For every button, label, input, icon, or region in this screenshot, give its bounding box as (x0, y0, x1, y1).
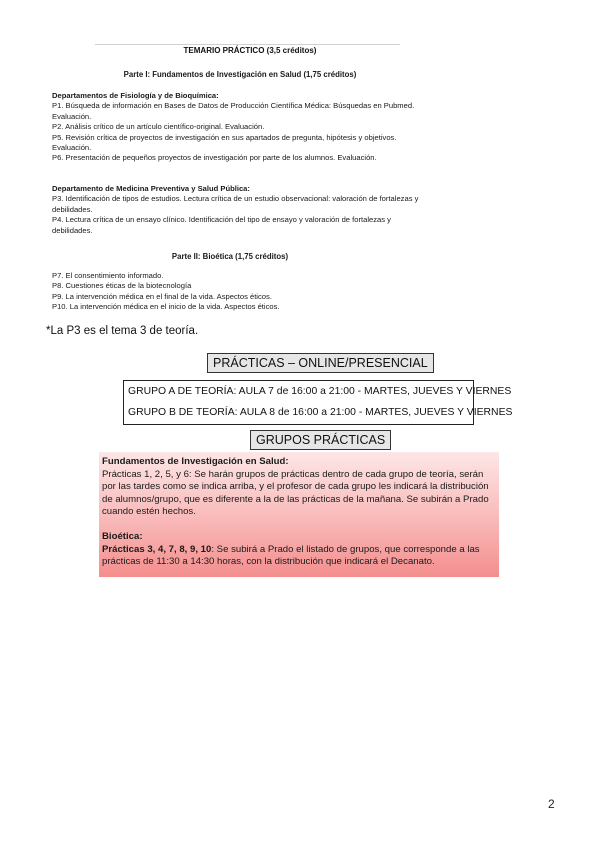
groups-schedule-box (123, 380, 513, 425)
practica-p9: P9. La intervención médica en el final de la vida. Aspectos éticos. (52, 291, 272, 301)
top-divider (95, 44, 400, 45)
practica-p5: P5. Revisión crítica de proyectos de investigación en sus apartados de pregunta, hipótesis y objetivos. Evaluación. (52, 132, 397, 153)
grupo-a-schedule: GRUPO A DE TEORÍA: AULA 7 de 16:00 a 21:00 - MARTES, JUEVES Y VIERNES (128, 386, 512, 397)
bio-lead: Prácticas 3, 4, 7, 8, 9, 10 (102, 543, 212, 555)
p3-note: *La P3 es el tema 3 de teoría. (46, 325, 199, 337)
dept-preventiva: Departamento de Medicina Preventiva y Salud Pública: (52, 184, 250, 193)
practica-p4: P4. Lectura crítica de un ensayo clínico. Identificación del tipo de ensayo y valoración de fortalezas y debilidades. (52, 215, 391, 235)
practica-p8: P8. Cuestiones éticas de la biotecnología (52, 281, 192, 291)
bio-paragraph (102, 544, 496, 569)
practice-groups-info (99, 452, 499, 577)
page-number: 2 (548, 797, 555, 811)
practica-p1: P1. Búsqueda de información en Bases de Datos de Producción Científica Médica: Búsquedas en Pubmed. Evaluación. (52, 101, 415, 121)
part2-title: Parte II: Bioética (1,75 créditos) (171, 252, 289, 261)
grupos-practicas-title: GRUPOS PRÁCTICAS (250, 430, 391, 450)
fis-heading: Fundamentos de Investigación en Salud: (102, 456, 289, 467)
part1-title: Parte I: Fundamentos de Investigación en Salud (1,75 créditos) (123, 70, 357, 79)
bio-heading: Bioética: (102, 530, 143, 542)
syllabus-section-2 (52, 184, 422, 236)
bio-text: : Se subirá a Prado el listado de grupos, que corresponde a las prácticas de 11:30 a 14:30 horas, con la distribución que indicará el Decanato. (102, 543, 480, 568)
fis-text: Prácticas 1, 2, 5, y 6: Se harán grupos de prácticas dentro de cada grupo de teoría, serán por las tardes como se indica arriba, y el profesor de cada grupo les indicará la distribución de alumnos/grupo, que es diferente a la de las prácticas de la mañana. Se subirán a Prado cuando estén hechos. (102, 468, 489, 518)
practicas-title: PRÁCTICAS – ONLINE/PRESENCIAL (207, 353, 434, 373)
grupo-b-schedule: GRUPO B DE TEORÍA: AULA 8 de 16:00 a 21:00 - MARTES, JUEVES Y VIERNES (128, 407, 513, 418)
practica-p2: P2. Análisis crítico de un artículo científico-original. Evaluación. (52, 122, 265, 132)
syllabus-title: TEMARIO PRÁCTICO (3,5 créditos) (183, 46, 317, 55)
dept-fisiologia: Departamentos de Fisiología y de Bioquímica: (52, 91, 219, 100)
syllabus-section-1 (52, 91, 422, 164)
syllabus-section-3 (52, 271, 422, 313)
practica-p3: P3. Identificación de tipos de estudios. Lectura crítica de un estudio observacional: valoración de fortalezas y debilidades. (52, 194, 419, 214)
practica-p10: P10. La intervención médica en el inicio de la vida. Aspectos éticos. (52, 302, 280, 312)
practica-p6: P6. Presentación de pequeños proyectos de investigación por parte de los alumnos. Evaluación. (52, 153, 377, 163)
practica-p7: P7. El consentimiento informado. (52, 271, 164, 280)
